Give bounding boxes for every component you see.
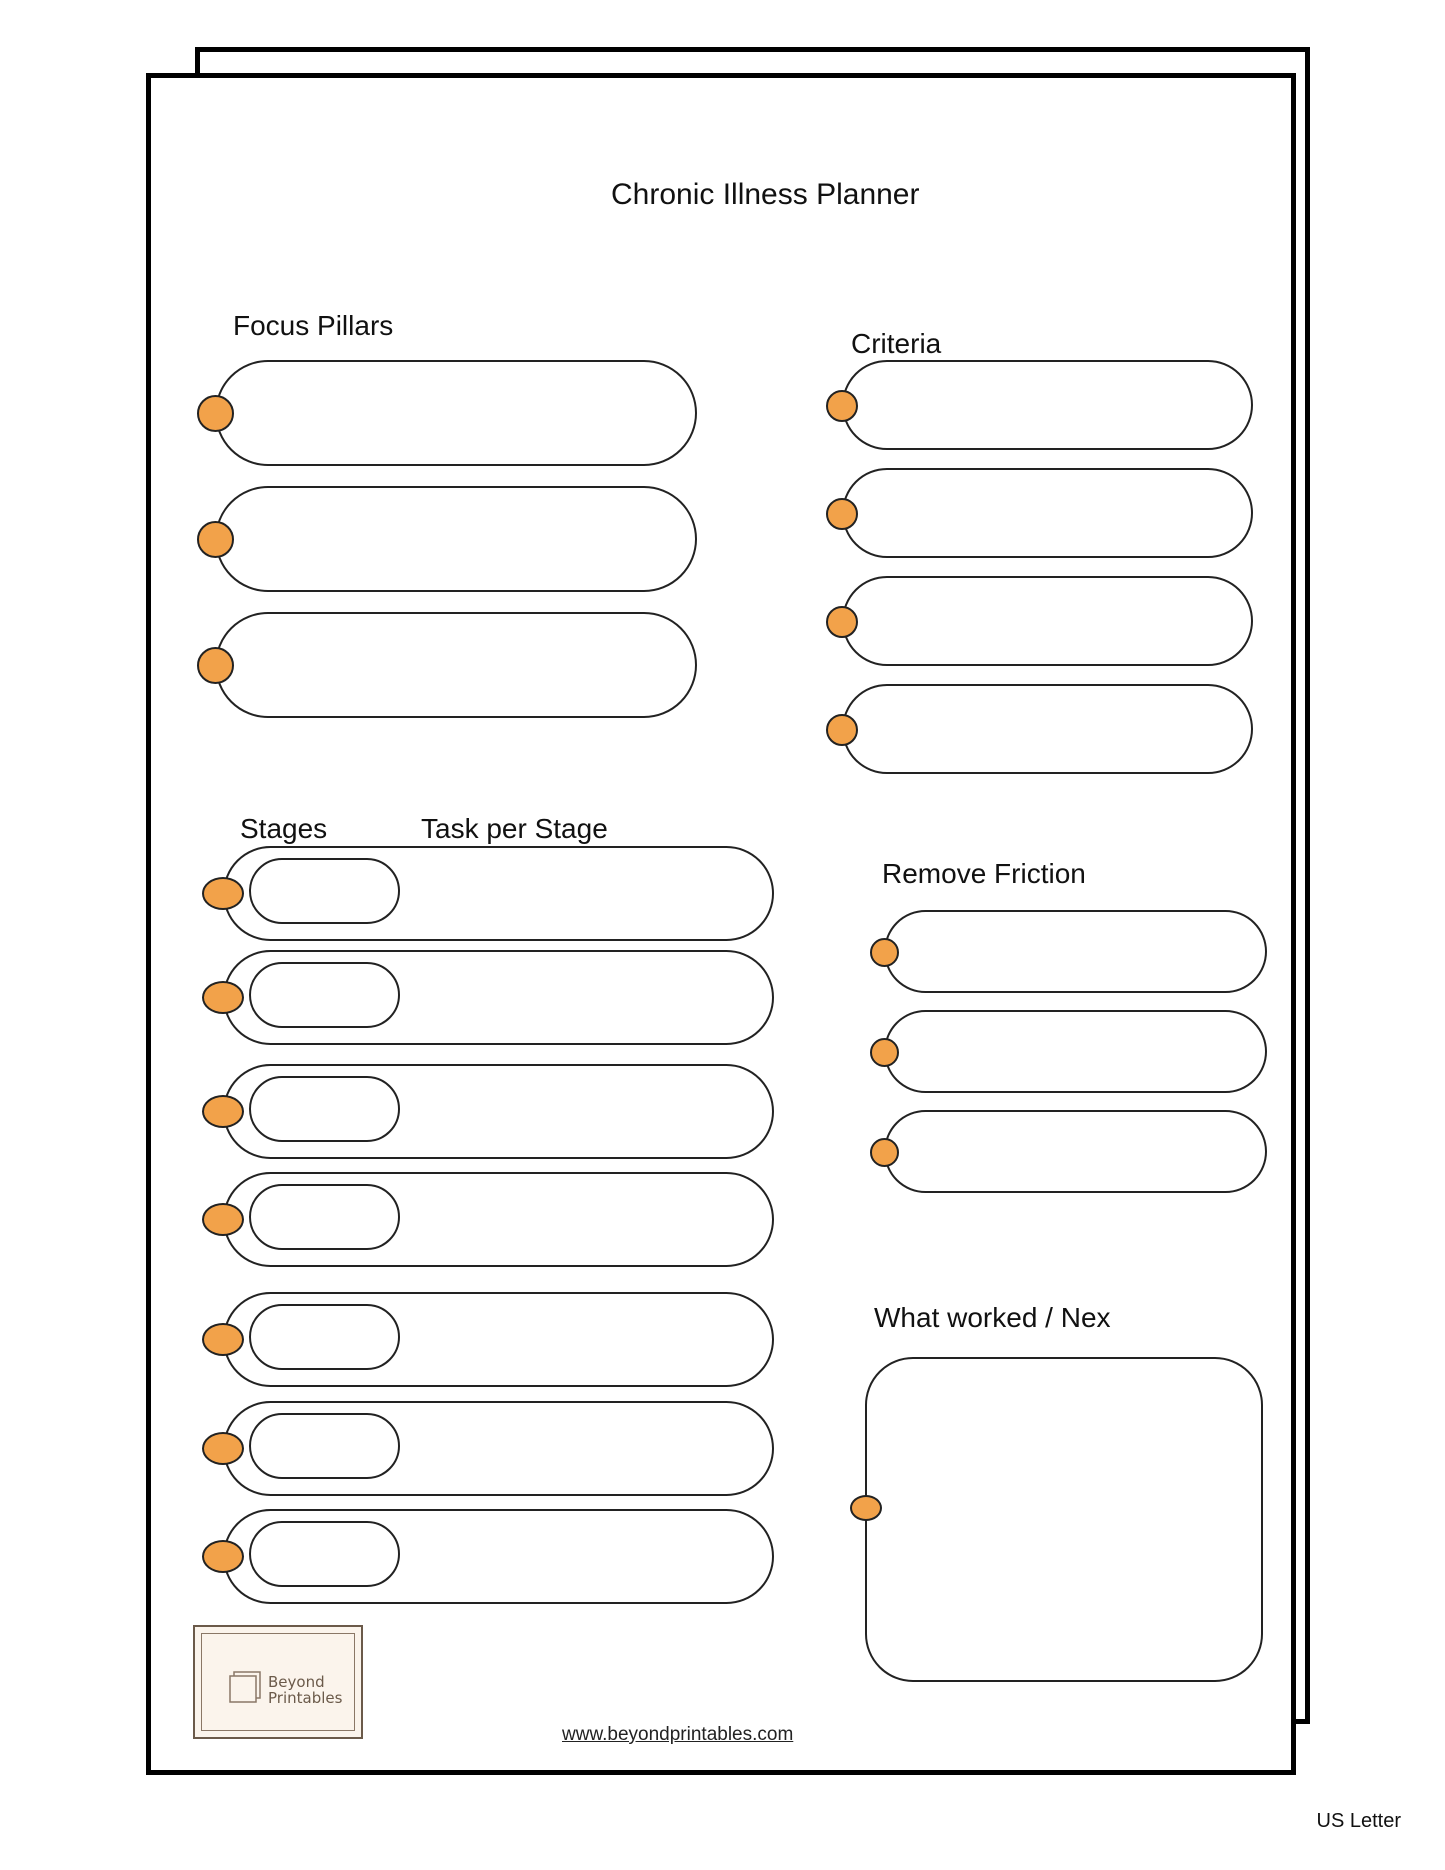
criteria-field[interactable] [842, 576, 1253, 666]
stage-field[interactable] [249, 962, 400, 1028]
paper-size-label: US Letter [1316, 1810, 1401, 1832]
stage-field[interactable] [249, 1076, 400, 1142]
criteria-field[interactable] [842, 684, 1253, 774]
bullet-dot [197, 395, 234, 432]
stages-heading: Stages [240, 813, 328, 844]
task-per-stage-heading: Task per Stage [421, 813, 608, 844]
logo-text-line1: Beyond [268, 1673, 325, 1691]
bullet-dot [850, 1495, 882, 1521]
logo-text [268, 1674, 342, 1706]
remove-friction-heading: Remove Friction [882, 858, 1086, 889]
website-link[interactable]: www.beyondprintables.com [562, 1724, 794, 1745]
criteria-field[interactable] [842, 468, 1253, 558]
pages-icon [228, 1670, 262, 1704]
bullet-dot [202, 877, 244, 910]
bullet-dot [826, 498, 858, 530]
criteria-heading: Criteria [851, 328, 942, 359]
what-worked-field[interactable] [865, 1357, 1263, 1682]
criteria-field[interactable] [842, 360, 1253, 450]
stage-field[interactable] [249, 1184, 400, 1250]
logo-text-line2: Printables [268, 1689, 343, 1707]
bullet-dot [202, 1323, 244, 1356]
bullet-dot [202, 1095, 244, 1128]
bullet-dot [202, 1203, 244, 1236]
focus-pillar-field[interactable] [215, 612, 697, 718]
stage-field[interactable] [249, 1304, 400, 1370]
remove-friction-field[interactable] [884, 1110, 1267, 1193]
bullet-dot [870, 1138, 899, 1167]
bullet-dot [826, 606, 858, 638]
focus-pillar-field[interactable] [215, 360, 697, 466]
beyond-printables-logo [193, 1625, 363, 1739]
focus-pillar-field[interactable] [215, 486, 697, 592]
focus-pillars-heading: Focus Pillars [233, 310, 394, 341]
bullet-dot [197, 647, 234, 684]
stage-field[interactable] [249, 858, 400, 924]
bullet-dot [826, 390, 858, 422]
bullet-dot [202, 1432, 244, 1465]
stage-field[interactable] [249, 1521, 400, 1587]
bullet-dot [870, 938, 899, 967]
bullet-dot [870, 1038, 899, 1067]
what-worked-heading: What worked / Nex [874, 1302, 1111, 1333]
stage-field[interactable] [249, 1413, 400, 1479]
bullet-dot [197, 521, 234, 558]
remove-friction-field[interactable] [884, 1010, 1267, 1093]
bullet-dot [202, 981, 244, 1014]
remove-friction-field[interactable] [884, 910, 1267, 993]
bullet-dot [202, 1540, 244, 1573]
bullet-dot [826, 714, 858, 746]
page-title: Chronic Illness Planner [611, 178, 920, 211]
